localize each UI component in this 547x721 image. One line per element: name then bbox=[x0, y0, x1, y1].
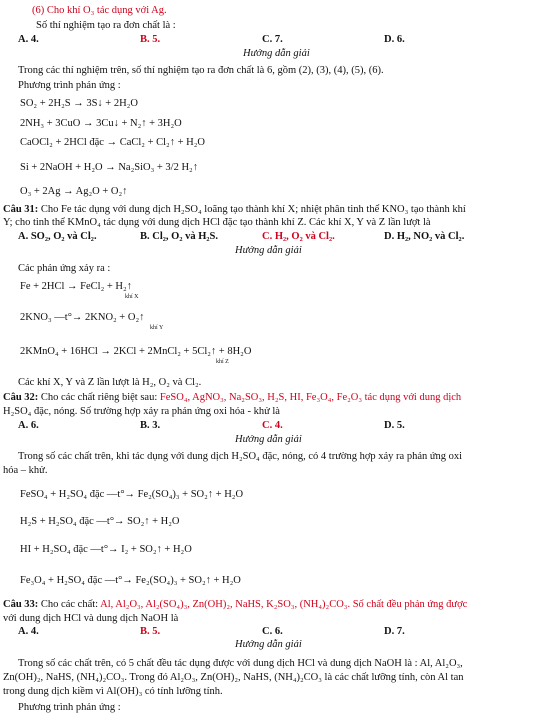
q31-guide-heading: Hướng dẫn giải bbox=[235, 245, 302, 256]
q31-option-a: A. SO₂, O₂ và Cl₂. bbox=[18, 231, 97, 242]
q31-option-c: C. H₂, O₂ và Cl₂. bbox=[262, 231, 335, 242]
q33-substance-list: Al, Al₂O₃, Al₂(SO₄)₃, Zn(OH)₂, NaHS, K₂SO₃, (NH₄)₂CO₃. Số chất đều phản ứng được bbox=[100, 599, 468, 610]
q32-guide-heading: Hướng dẫn giải bbox=[235, 434, 302, 445]
q31-conclusion: Các khí X, Y và Z lần lượt là H₂, O₂ và Cl₂. bbox=[18, 377, 202, 388]
q32-substance-list: FeSO₄, AgNO₃, Na₂SO₃, H₂S, HI, Fe₃O₄, Fe₂O₃ tác dụng với dung dịch bbox=[159, 392, 462, 403]
option-a: A. 4. bbox=[18, 34, 39, 45]
q31-heading: Câu 31: bbox=[3, 204, 39, 215]
q33-option-d: D. 7. bbox=[384, 626, 405, 637]
q33-text-2: với dung dịch HCl và dung dịch NaOH là bbox=[3, 613, 179, 624]
q32-option-d: D. 5. bbox=[384, 420, 405, 431]
q31-text-2: Y; cho tinh thể KMnO₄ tác dụng với dung dịch HCl đặc tạo thành khí Z. Các khí X, Y và Z lần lượt là bbox=[3, 217, 431, 228]
question-text: Số thí nghiệm tạo ra đơn chất là : bbox=[36, 20, 176, 31]
q33-heading: Câu 33: bbox=[3, 599, 39, 610]
q33-line-1 bbox=[3, 598, 467, 611]
q33-option-c: C. 6. bbox=[262, 626, 283, 637]
option-b: B. 5. bbox=[140, 34, 161, 45]
q31-note-x: khí X bbox=[125, 294, 139, 300]
q33-explain-1: Trong số các chất trên, có 5 chất đều tác dụng được với dung dịch HCl và dung dịch NaOH là : Al, Al₂O₃, bbox=[18, 658, 463, 669]
q32-equation-4: Fe₃O₄ + H₂SO₄ đặc —t°→ Fe₂(SO₄)₃ + SO₂↑ + H₂O bbox=[20, 575, 241, 586]
q33-explain-3: trong dung dịch kiềm vì Al(OH)₃ có tính lưỡng tính. bbox=[3, 686, 223, 697]
q33-guide-heading: Hướng dẫn giải bbox=[235, 639, 302, 650]
equation-5: O₃ + 2Ag → Ag₂O + O₂↑ bbox=[20, 186, 128, 197]
equation-2: 2NH₃ + 3CuO → 3Cu↓ + N₂↑ + 3H₂O bbox=[20, 118, 182, 129]
q31-equation-2: 2KNO₃ —t°→ 2KNO₂ + O₂↑ bbox=[20, 312, 145, 323]
explanation: Trong các thí nghiệm trên, số thí nghiệm tạo ra đơn chất là 6, gồm (2), (3), (4), (5), (6). bbox=[18, 65, 384, 76]
q32-equation-1: FeSO₄ + H₂SO₄ đặc —t°→ Fe₂(SO₄)₃ + SO₂↑ + H₂O bbox=[20, 489, 244, 500]
q31-line-1 bbox=[3, 203, 466, 216]
q31-option-b: B. Cl₂, O₂ và H₂S. bbox=[140, 231, 218, 242]
equation-1: SO₂ + 2H₂S → 3S↓ + 2H₂O bbox=[20, 98, 138, 109]
q33-text-pre: Cho các chất: bbox=[40, 599, 99, 610]
q32-explain-1: Trong số các chất trên, khi tác dụng với dung dịch H₂SO₄ đặc, nóng, có 4 trường hợp xảy ra phản ứng oxi bbox=[18, 451, 463, 462]
q31-option-d: D. H₂, NO₂ và Cl₂. bbox=[384, 231, 465, 242]
q31-equation-3: 2KMnO₄ + 16HCl → 2KCl + 2MnCl₂ + 5Cl₂↑ + 8H₂O bbox=[20, 346, 252, 357]
q32-text-pre: Cho các chất riêng biệt sau: bbox=[40, 392, 158, 403]
equations-label: Phương trình phản ứng : bbox=[18, 80, 121, 91]
equation-4: Si + 2NaOH + H₂O → Na₂SiO₃ + 3/2 H₂↑ bbox=[20, 162, 198, 173]
q31-note-z: khí Z bbox=[216, 359, 229, 365]
q32-text-2: H₂SO₄ đặc, nóng. Số trường hợp xảy ra phản ứng oxi hóa - khử là bbox=[3, 406, 280, 417]
q31-reactions-label: Các phản ứng xảy ra : bbox=[18, 263, 111, 274]
q33-option-a: A. 4. bbox=[18, 626, 39, 637]
q32-option-c: C. 4. bbox=[262, 420, 283, 431]
q31-text-1: Cho Fe tác dụng với dung dịch H₂SO₄ loãng tạo thành khí X; nhiệt phân tinh thể KNO₃ tạo thành khí bbox=[40, 204, 466, 215]
q32-option-b: B. 3. bbox=[140, 420, 161, 431]
q31-equation-1: Fe + 2HCl → FeCl₂ + H₂↑ bbox=[20, 281, 132, 292]
q32-line-1 bbox=[3, 391, 461, 404]
option-d: D. 6. bbox=[384, 34, 405, 45]
option-c: C. 7. bbox=[262, 34, 283, 45]
q33-explain-2: Zn(OH)₂, NaHS, (NH₄)₂CO₃. Trong đó Al₂O₃, Zn(OH)₂, NaHS, (NH₄)₂CO₃ là các chất lưỡng tính, còn Al tan bbox=[3, 672, 464, 683]
q31-note-y: khí Y bbox=[150, 325, 164, 331]
q32-explain-2: hóa – khử. bbox=[3, 465, 48, 476]
item-6: (6) Cho khí O₃ tác dụng với Ag. bbox=[32, 5, 167, 16]
q32-equation-3: HI + H₂SO₄ đặc —t°→ I₂ + SO₂↑ + H₂O bbox=[20, 544, 192, 555]
guide-heading: Hướng dẫn giải bbox=[243, 48, 310, 59]
q32-option-a: A. 6. bbox=[18, 420, 39, 431]
q33-equations-label: Phương trình phản ứng : bbox=[18, 702, 121, 713]
equation-3: CaOCl₂ + 2HCl đặc → CaCl₂ + Cl₂↑ + H₂O bbox=[20, 137, 205, 148]
q32-equation-2: H₂S + H₂SO₄ đặc —t°→ SO₂↑ + H₂O bbox=[20, 516, 180, 527]
q33-option-b: B. 5. bbox=[140, 626, 161, 637]
q32-heading: Câu 32: bbox=[3, 392, 39, 403]
